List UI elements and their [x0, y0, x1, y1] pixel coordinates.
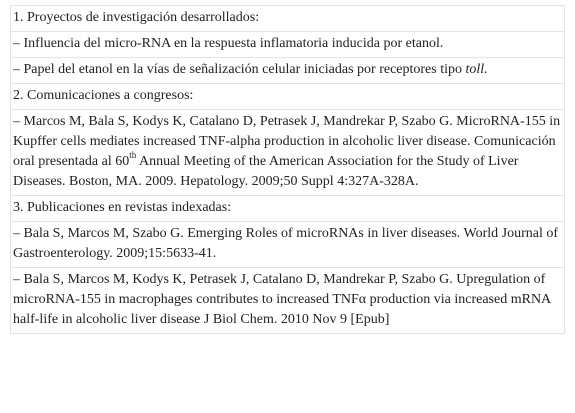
list-item	[11, 268, 565, 334]
publication-text: – Bala S, Marcos M, Kodys K, Petrasek J, Catalano D, Mandrekar P, Szabo G. Upregulation of microRNA-155 in macrophages contributes to increased TNFα production via increased mRNA half-life in alcoholic liver disease J Biol Chem. 2010 Nov 9 [Epub]	[13, 272, 551, 327]
table-row	[11, 268, 565, 334]
section-heading-projects: 1. Proyectos de investigación desarrollados:	[11, 6, 565, 32]
table-row	[11, 84, 565, 110]
section-heading-publications: 3. Publicaciones en revistas indexadas:	[11, 196, 565, 222]
ordinal-superscript: th	[129, 150, 137, 161]
communication-text-part1: – Marcos M, Bala S, Kodys K, Catalano D, Petrasek J, Mandrekar P, Szabo G. MicroRNA-155 in Kupffer cells mediates increased TNF-alpha production in alcoholic liver disease. Comunicación oral presentada al 60	[13, 114, 561, 169]
communication-text-part2: Annual Meeting of the American Association for the Study of Liver Diseases. Boston, MA. 2009. Hepatology. 2009;50 Suppl 4:327A-328A.	[13, 154, 519, 189]
table-row	[11, 222, 565, 268]
section-heading-congresses: 2. Comunicaciones a congresos:	[11, 84, 565, 110]
list-item	[11, 32, 565, 58]
list-item	[11, 58, 565, 84]
table-row	[11, 110, 565, 196]
table-row	[11, 58, 565, 84]
project-item-text: – Papel del etanol en la vías de señalización celular iniciadas por receptores tipo	[13, 62, 466, 77]
publication-text: – Bala S, Marcos M, Szabo G. Emerging Roles of microRNAs in liver diseases. World Journal of Gastroenterology. 2009;15:5633-41.	[13, 226, 559, 261]
list-item	[11, 222, 565, 268]
project-item-text: – Influencia del micro-RNA en la respuesta inflamatoria inducida por etanol.	[13, 36, 444, 51]
cv-table	[10, 5, 565, 334]
table-row	[11, 32, 565, 58]
italic-term: toll.	[465, 62, 488, 77]
list-item	[11, 110, 565, 196]
table-row	[11, 196, 565, 222]
table-row	[11, 6, 565, 32]
